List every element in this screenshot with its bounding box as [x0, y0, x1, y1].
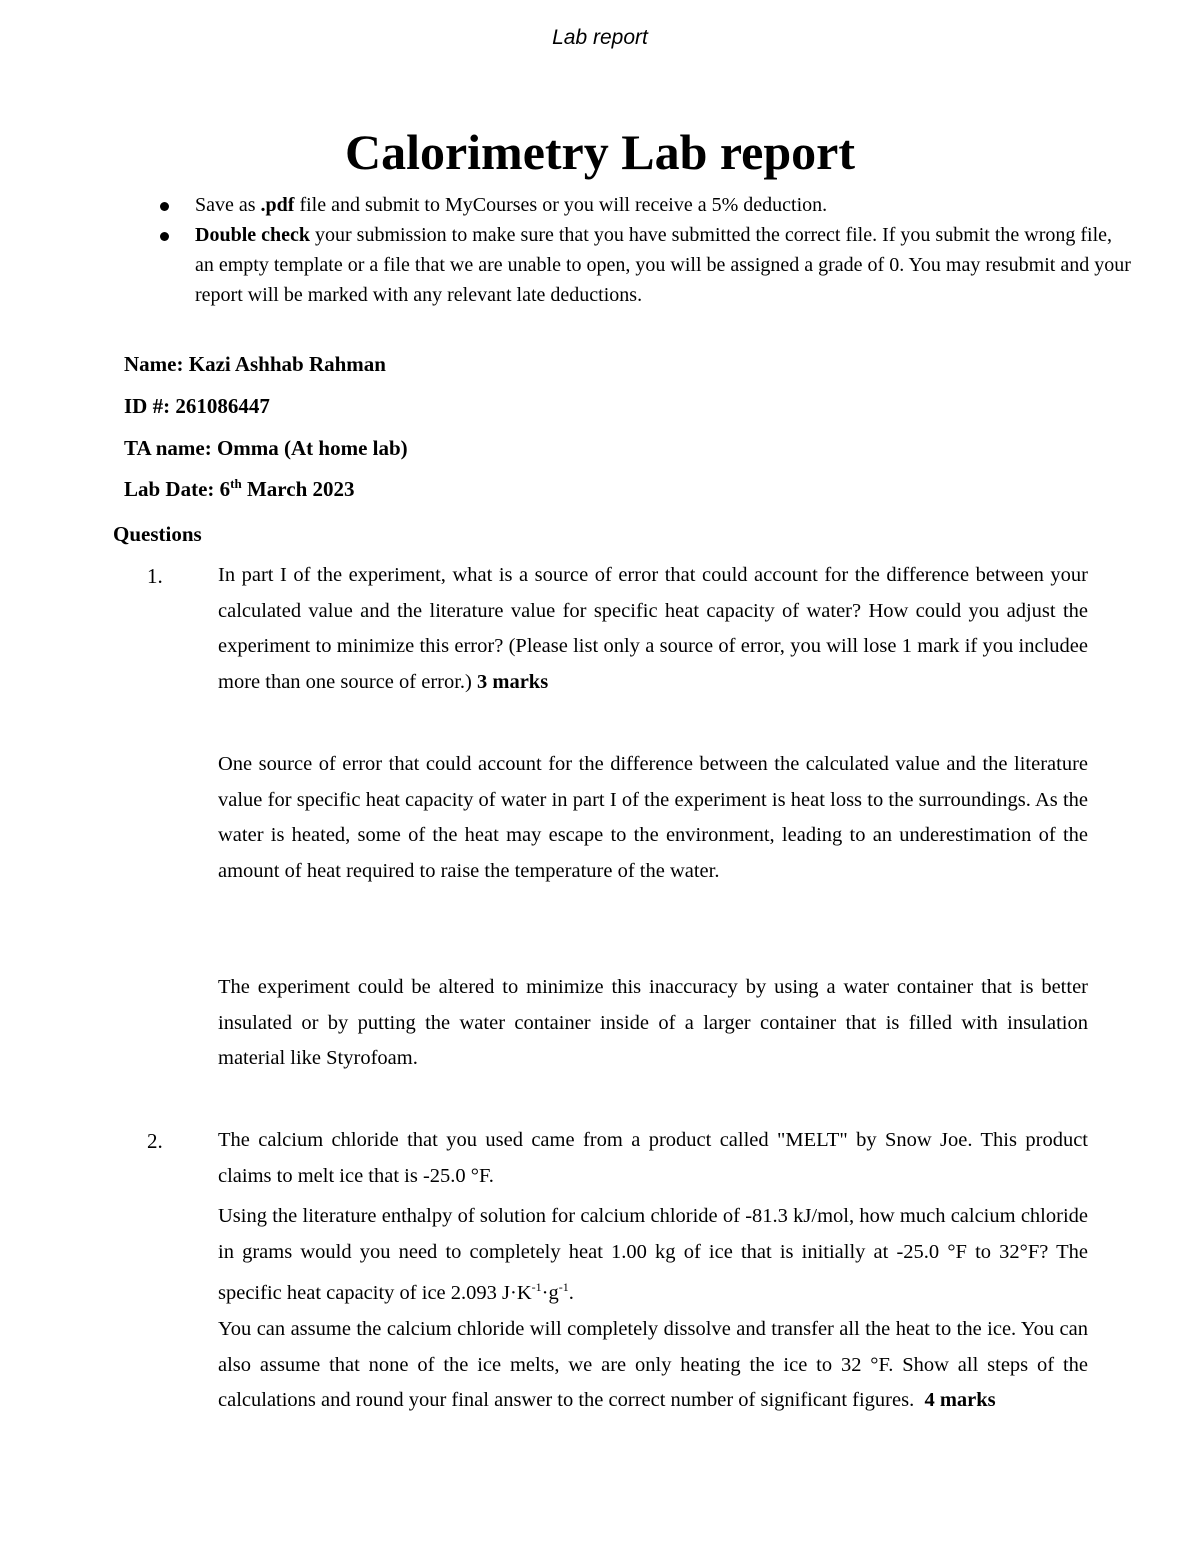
question-1-answer-2: The experiment could be altered to minimize this inaccuracy by using a water container that is better insulated or by putting the water container inside of a larger container that is filled with insulation material like Styrofoam. [218, 976, 1088, 1069]
question-1-text: In part I of the experiment, what is a source of error that could account for the difference between your calculated value and the literature value for specific heat capacity of water? How could you adjust the experiment to minimize this error? (Please list only a source of error, you will lose 1 mark if you includee more than one source of error.) 3 marks [218, 564, 1088, 693]
question-1-answer-1: One source of error that could account for the difference between the calculated value and the literature value for specific heat capacity of water in part I of the experiment is heat loss to the surroundings. As the water is heated, some of the heat may escape to the environment, leading to an underestimation of the amount of heat required to raise the temperature of the water. [218, 753, 1088, 882]
bullet-icon [160, 202, 169, 211]
bullet-icon [160, 232, 169, 241]
page-title: Calorimetry Lab report [344, 124, 856, 180]
instructions-list [160, 190, 1135, 310]
instruction-item: Save as .pdf file and submit to MyCourses or you will receive a 5% deduction. [160, 190, 1135, 220]
ta-name: TA name: Omma (At home lab) [124, 436, 408, 460]
question-2-text-3: You can assume the calcium chloride will completely dissolve and transfer all the heat to the ice. You can also assume that none of the ice melts, we are only heating the ice to 32 °F. Show all steps of the calculations and round your final answer to the correct number of significant figures. 4 marks [218, 1318, 1088, 1411]
student-id: ID #: 261086447 [124, 394, 270, 418]
question-2-text-1: The calcium chloride that you used came from a product called "MELT" by Snow Joe. This product claims to melt ice that is -25.0 °F. [218, 1129, 1088, 1187]
question-number: 2. [147, 1129, 163, 1153]
questions-heading: Questions [113, 522, 202, 546]
student-name: Name: Kazi Ashhab Rahman [124, 352, 386, 376]
lab-date: Lab Date: 6th March 2023 [124, 476, 355, 501]
instruction-item: Double check your submission to make sure that you have submitted the correct file. If you submit the wrong file, an empty template or a file that we are unable to open, you will be assigned a grade of 0. You may resubmit and your report will be marked with any relevant late deductions. [160, 220, 1135, 310]
question-number: 1. [147, 564, 163, 588]
page-header: Lab report [552, 26, 648, 49]
question-2-text-2: Using the literature enthalpy of solution for calcium chloride of -81.3 kJ/mol, how much calcium chloride in grams would you need to completely heat 1.00 kg of ice that is initially at -25.0 °F to 32°F? The specific heat capacity of ice 2.093 $J\cdot K^{-1}\cdot g^{-1}$. [218, 1205, 1088, 1304]
